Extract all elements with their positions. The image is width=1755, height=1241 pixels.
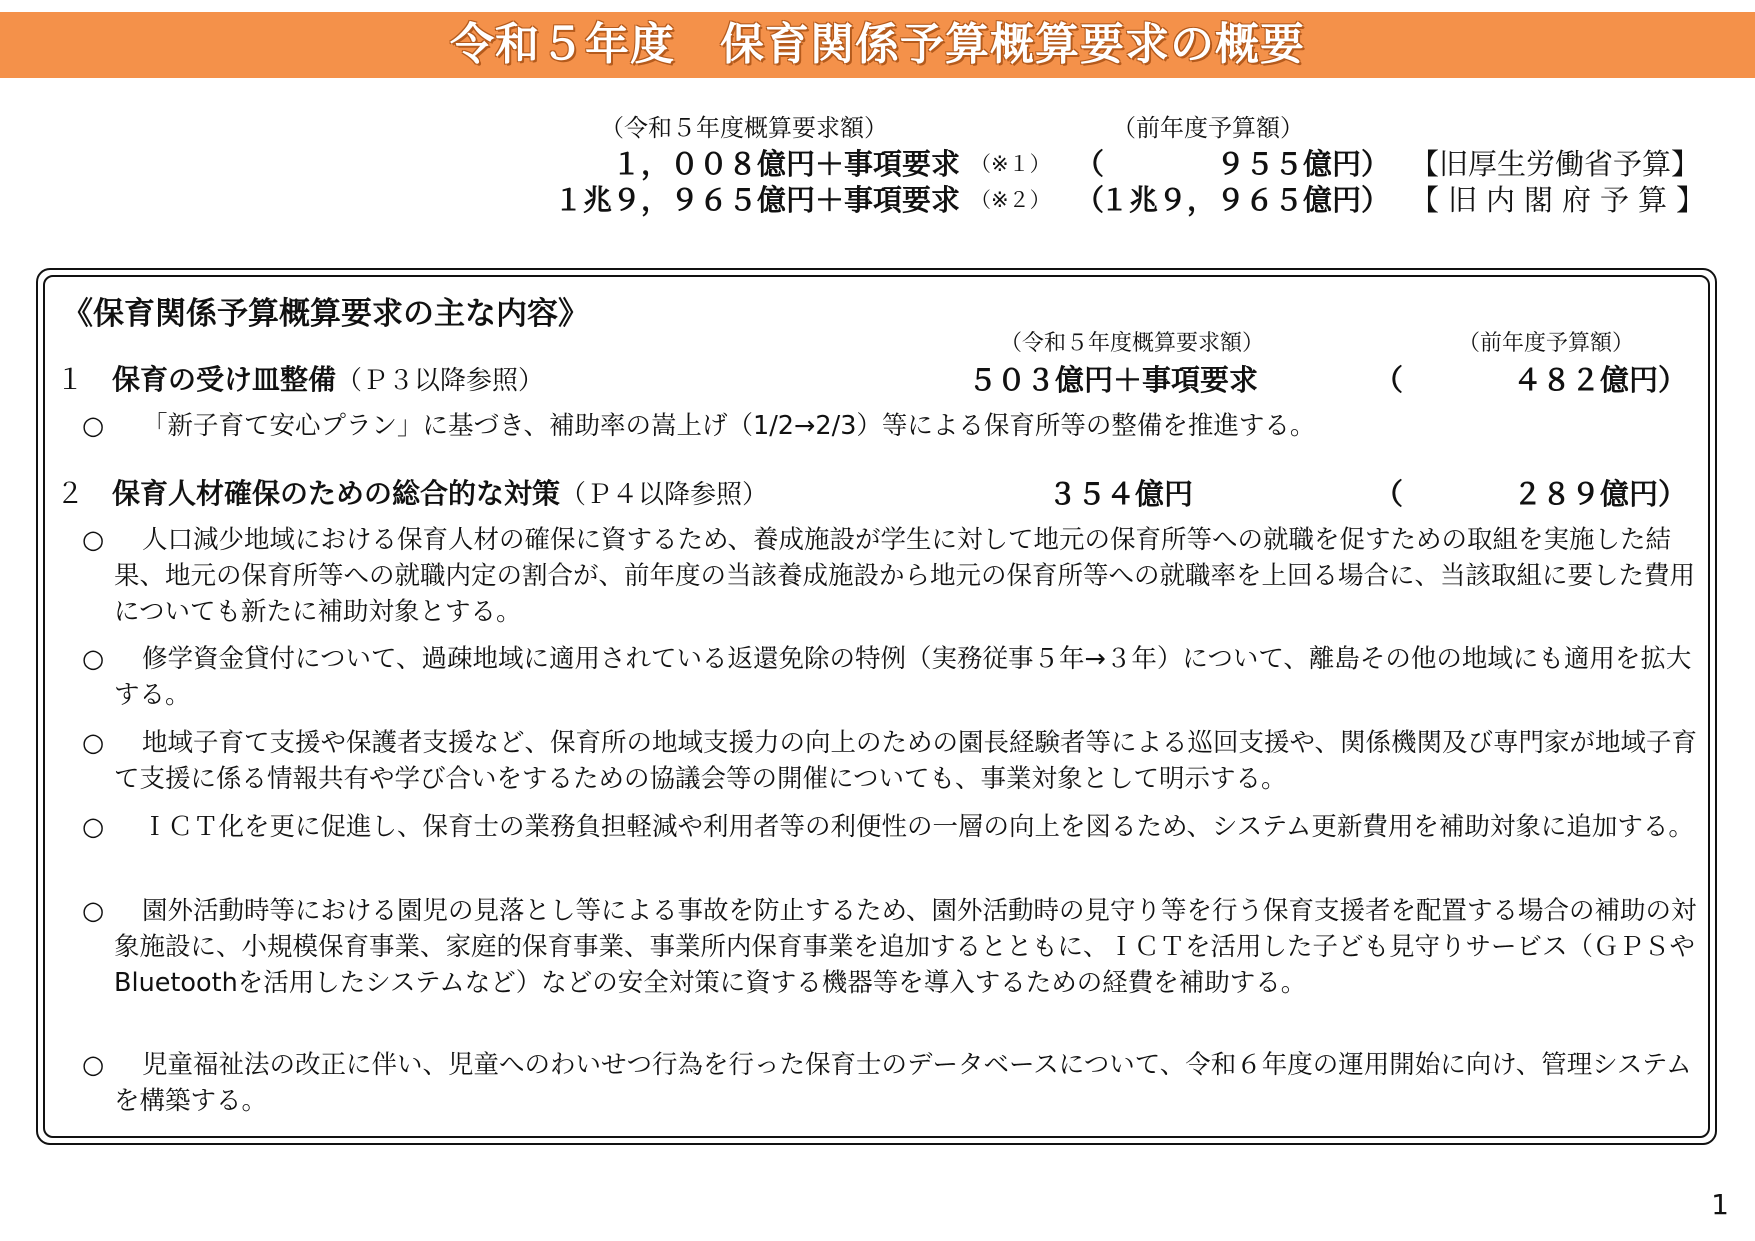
summary-prev-open-2: （ xyxy=(1075,183,1105,217)
item-2-heading xyxy=(112,472,768,512)
item-1-request: ５０３億円＋事項要求 xyxy=(968,363,1259,397)
summary-prev-open-1: （ xyxy=(1075,147,1105,181)
item-1-number: １ xyxy=(56,363,85,396)
summary-source-1: 【旧厚生労働省予算】 xyxy=(1410,147,1701,181)
content-box-title: 《保育関係予算概算要求の主な内容》 xyxy=(62,296,589,332)
bullet-text: 園外活動時等における園児の見落とし等による事故を防止するため、園外活動時の見守り等を行う保育支援者を配置する場合の補助の対象施設に、小規模保育事業、家庭的保育事業、事業所内保育事業を追加するとともに、ＩＣＴを活用した子ども見守りサービス（ＧＰＳやBluetoothを活用したシステムなど）などの安全対策に資する機器等を導入するための経費を補助する。 xyxy=(114,896,1697,998)
item-2-bullet-2 xyxy=(82,641,1702,713)
item-2-bullet-6 xyxy=(82,1047,1702,1119)
summary-prev-2: １兆９，９６５億円） xyxy=(1099,183,1390,217)
bullet-mark: ○ xyxy=(82,525,105,555)
page-number: 1 xyxy=(1711,1188,1729,1221)
bullet-mark: ○ xyxy=(82,896,105,926)
summary-note-2: （※２） xyxy=(970,188,1051,212)
box-label-prev: （前年度予算額） xyxy=(1458,331,1635,356)
bullet-text: 「新子育て安心プラン」に基づき、補助率の嵩上げ（1/2→2/3）等による保育所等の整備を推進する。 xyxy=(142,411,1316,441)
bullet-mark: ○ xyxy=(82,728,105,758)
summary-label-prev: （前年度予算額） xyxy=(1112,114,1304,142)
summary-note-1: （※１） xyxy=(970,152,1051,176)
bullet-text: 修学資金貸付について、過疎地域に適用されている返還免除の特例（実務従事５年→３年）について、離島その他の地域にも適用を拡大する。 xyxy=(114,644,1692,710)
summary-prev-1: ９５５億円） xyxy=(1215,147,1390,181)
box-label-request: （令和５年度概算要求額） xyxy=(1000,331,1265,356)
item-1-title: 保育の受け皿整備 xyxy=(112,363,337,396)
item-2-prev: ２８９億円） xyxy=(1512,477,1687,511)
summary-label-request: （令和５年度概算要求額） xyxy=(600,114,888,142)
item-2-ref: （Ｐ４以降参照） xyxy=(560,480,769,510)
bullet-text: ＩＣＴ化を更に促進し、保育士の業務負担軽減や利用者等の利便性の一層の向上を図るため、システム更新費用を補助対象に追加する。 xyxy=(142,812,1694,842)
item-1-prev-open: （ xyxy=(1374,363,1404,397)
item-2-bullet-3 xyxy=(82,725,1702,797)
item-1-prev: ４８２億円） xyxy=(1512,363,1687,397)
item-2-prev-open: （ xyxy=(1374,477,1404,511)
summary-request-1: １，００８億円＋事項要求 xyxy=(611,147,960,181)
bullet-mark: ○ xyxy=(82,411,105,441)
item-2-bullet-1 xyxy=(82,522,1702,630)
bullet-text: 児童福祉法の改正に伴い、児童へのわいせつ行為を行った保育士のデータベースについて、令和６年度の運用開始に向け、管理システムを構築する。 xyxy=(114,1050,1692,1116)
bullet-text: 人口減少地域における保育人材の確保に資するため、養成施設が学生に対して地元の保育所等への就職を促すための取組を実施した結果、地元の保育所等への就職内定の割合が、前年度の当該養成施設から地元の保育所等への就職率を上回る場合に、当該取組に要した費用についても新たに補助対象とする。 xyxy=(114,525,1696,627)
bullet-mark: ○ xyxy=(82,1050,105,1080)
item-1-bullet-1 xyxy=(82,408,1702,444)
item-2-bullet-4 xyxy=(82,809,1702,845)
bullet-mark: ○ xyxy=(82,644,105,674)
item-1-ref: （Ｐ３以降参照） xyxy=(336,366,545,396)
item-2-request: ３５４億円 xyxy=(1048,477,1194,511)
item-2-number: ２ xyxy=(56,477,85,510)
summary-source-2: 【旧内閣府予算】 xyxy=(1410,183,1715,217)
bullet-text: 地域子育て支援や保護者支援など、保育所の地域支援力の向上のための園長経験者等による巡回支援や、関係機関及び専門家が地域子育て支援に係る情報共有や学び合いをするための協議会等の開催についても、事業対象として明示する。 xyxy=(114,728,1697,794)
page-title: 令和５年度 保育関係予算概算要求の概要 xyxy=(450,19,1305,70)
summary-request-2: １兆９，９６５億円＋事項要求 xyxy=(553,183,960,217)
item-1-heading xyxy=(112,358,544,398)
bullet-mark: ○ xyxy=(82,812,105,842)
item-2-title: 保育人材確保のための総合的な対策 xyxy=(112,477,561,510)
item-2-bullet-5 xyxy=(82,893,1702,1001)
